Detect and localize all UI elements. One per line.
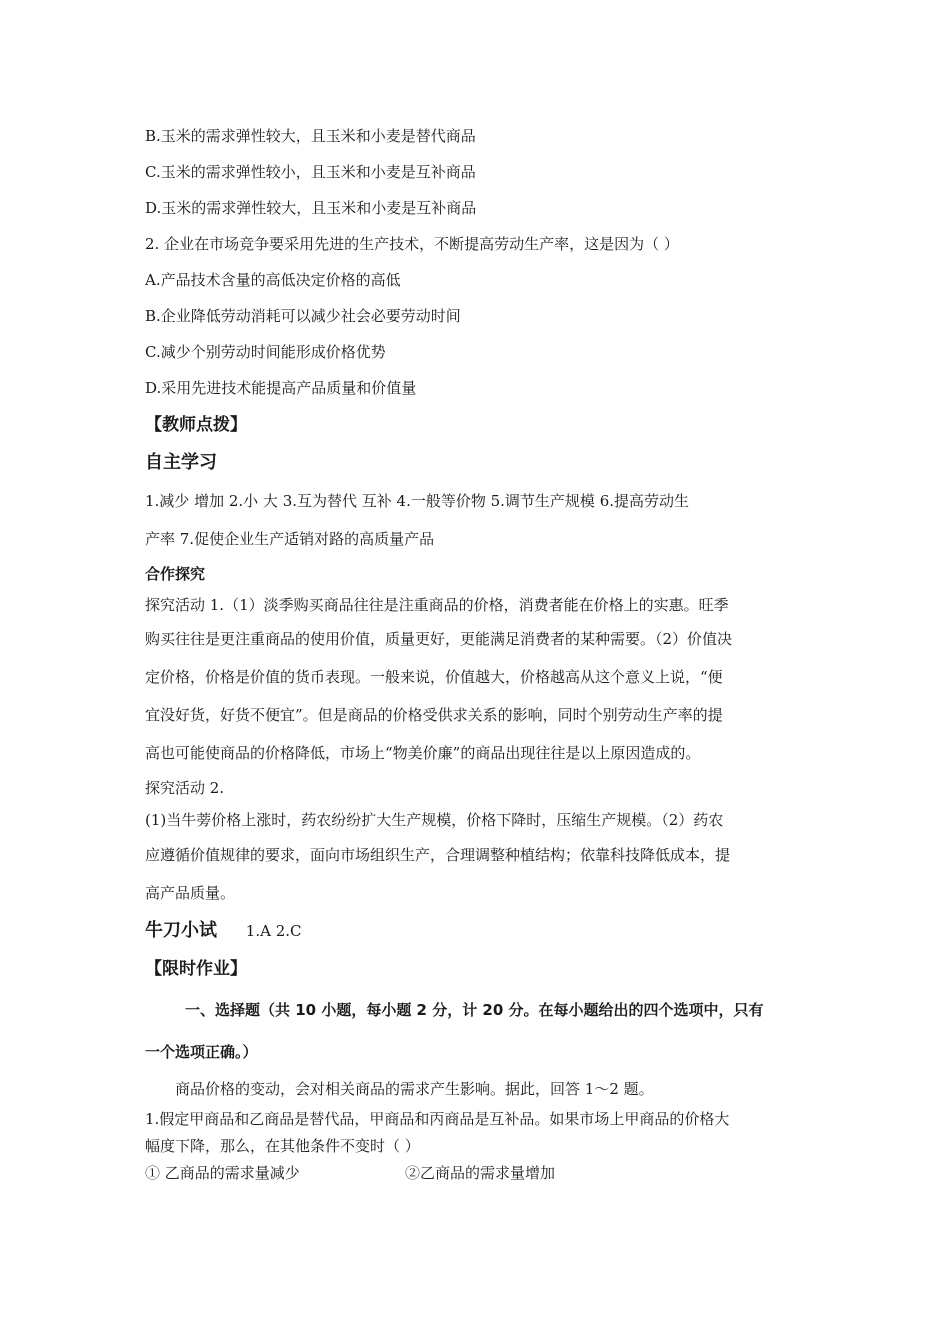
q1-option-c: C.玉米的需求弹性较小，且玉米和小麦是互补商品: [145, 163, 476, 181]
question-2: [145, 226, 810, 406]
self-study-line: 产率 7.促使企业生产适销对路的高质量产品: [145, 530, 435, 548]
teacher-heading: 【教师点拨】: [145, 415, 247, 435]
activity-2: [145, 804, 810, 912]
self-study-answers: [145, 482, 810, 558]
activity2-line: (1)当牛蒡价格上涨时，药农纷纷扩大生产规模，价格下降时，压缩生产规模。（2）药农: [145, 811, 724, 829]
self-study-heading: 自主学习: [145, 452, 217, 473]
q2-option-c: C.减少个别劳动时间能形成价格优势: [145, 343, 386, 361]
section-line: 一个选项正确。）: [145, 1043, 258, 1061]
trial-heading: 牛刀小试: [145, 920, 217, 941]
homework-q1-option-1: ① 乙商品的需求量减少: [145, 1164, 300, 1182]
self-study-line: 1.减少 增加 2.小 大 3.互为替代 互补 4.一般等价物 5.调节生产规模 6.提高劳动生: [145, 492, 690, 510]
homework-q1: [145, 1106, 810, 1187]
trial-answers: 1.A 2.C: [245, 922, 302, 940]
activity2-title: 探究活动 2.: [145, 779, 225, 797]
coop-heading: 合作探究: [145, 565, 206, 583]
section-line: 一、选择题（共 10 小题，每小题 2 分，计 20 分。在每小题给出的四个选项中，只有: [185, 1001, 764, 1019]
homework-q1-line: 1.假定甲商品和乙商品是替代品，甲商品和丙商品是互补品。如果市场上甲商品的价格大: [145, 1110, 730, 1128]
homework-q1-option-2: ②乙商品的需求量增加: [405, 1164, 556, 1182]
q1-option-b: B.玉米的需求弹性较大，且玉米和小麦是替代商品: [145, 127, 476, 145]
homework-intro: 商品价格的变动，会对相关商品的需求产生影响。据此，回答 1～2 题。: [175, 1080, 654, 1098]
q2-option-b: B.企业降低劳动消耗可以减少社会必要劳动时间: [145, 307, 461, 325]
activity2-line: 高产品质量。: [145, 884, 236, 902]
homework-heading: 【限时作业】: [145, 959, 247, 979]
q1-option-d: D.玉米的需求弹性较大，且玉米和小麦是互补商品: [145, 199, 477, 217]
activity1-line: 高也可能使商品的价格降低，市场上“物美价廉”的商品出现往往是以上原因造成的。: [145, 744, 701, 762]
document-page: [145, 118, 810, 1187]
activity1-line: 购买往往是更注重商品的使用价值，质量更好，更能满足消费者的某种需要。（2）价值决: [145, 630, 733, 648]
q2-stem: 2. 企业在市场竞争要采用先进的生产技术，不断提高劳动生产率，这是因为（ ）: [145, 235, 679, 253]
q2-option-a: A.产品技术含量的高低决定价格的高低: [145, 271, 401, 289]
section-instructions: [145, 988, 810, 1072]
activity2-line: 应遵循价值规律的要求，面向市场组织生产，合理调整种植结构；依靠科技降低成本，提: [145, 846, 731, 864]
homework-q1-options: [145, 1160, 810, 1187]
activity1-line: 宜没好货，好货不便宜”。但是商品的价格受供求关系的影响，同时个别劳动生产率的提: [145, 706, 723, 724]
activity-1: [145, 590, 810, 772]
homework-q1-line: 幅度下降，那么，在其他条件不变时（ ）: [145, 1137, 420, 1155]
trial-row: [145, 912, 810, 950]
q2-option-d: D.采用先进技术能提高产品质量和价值量: [145, 379, 417, 397]
q1-options: [145, 118, 810, 226]
activity1-line: 探究活动 1.（1）淡季购买商品往往是注重商品的价格，消费者能在价格上的实惠。旺季: [145, 596, 729, 614]
activity1-line: 定价格，价格是价值的货币表现。一般来说，价值越大，价格越高从这个意义上说，“便: [145, 668, 723, 686]
